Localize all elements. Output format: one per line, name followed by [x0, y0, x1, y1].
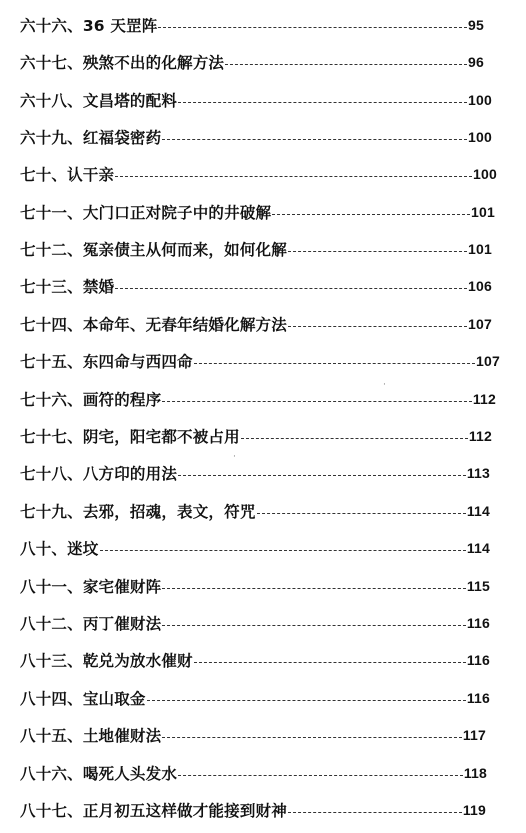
- page-number: 114: [466, 503, 490, 519]
- toc-entry: [20, 722, 486, 748]
- entry-title: 迷坟: [67, 540, 99, 558]
- page-number: 114: [466, 540, 490, 556]
- page-number: 116: [466, 615, 490, 631]
- toc-entry: [20, 610, 490, 636]
- scan-speck: ·: [383, 380, 386, 390]
- dotted-leader: [115, 288, 467, 289]
- entry-title: 喝死人头发水: [82, 765, 178, 783]
- entry-number: 七十五、: [20, 353, 83, 371]
- toc-entry: [20, 161, 497, 187]
- dotted-leader: [115, 176, 472, 177]
- dotted-leader: [147, 700, 466, 701]
- toc-entry: [20, 760, 487, 786]
- dotted-leader: [272, 214, 470, 215]
- page-number: 107: [476, 353, 500, 369]
- dotted-leader: [178, 102, 467, 103]
- toc-entry: [20, 199, 495, 225]
- entry-title: 宝山取金: [82, 690, 146, 708]
- dotted-leader: [288, 812, 462, 813]
- toc-entry: [20, 498, 490, 524]
- dotted-leader: [162, 588, 465, 589]
- entry-number: 六十六、: [20, 17, 83, 35]
- entry-title: 画符的程序: [82, 391, 162, 409]
- entry-number: 八十三、: [20, 652, 83, 670]
- page-number: 101: [468, 241, 492, 257]
- toc-entry: [20, 12, 484, 38]
- page-number: 106: [468, 278, 492, 294]
- entry-title: 36 天罡阵: [82, 17, 158, 35]
- dotted-leader: [288, 326, 467, 327]
- entry-title: 家宅催财阵: [82, 578, 162, 596]
- page-number: 112: [472, 391, 496, 407]
- toc-entry: [20, 423, 492, 449]
- entry-number: 八十、: [20, 540, 68, 558]
- entry-number: 七十四、: [20, 316, 83, 334]
- dotted-leader: [162, 737, 461, 738]
- toc-entry: [20, 49, 484, 75]
- page-number: 112: [468, 428, 492, 444]
- entry-number: 七十二、: [20, 241, 83, 259]
- entry-number: 八十六、: [20, 765, 83, 783]
- entry-number: 七十一、: [20, 204, 83, 222]
- toc-entry: [20, 573, 490, 599]
- toc-entry: [20, 685, 490, 711]
- toc-entry: [20, 460, 490, 486]
- dotted-leader: [162, 139, 467, 140]
- page-number: 116: [466, 690, 490, 706]
- entry-title: 本命年、无春年结婚化解方法: [82, 316, 287, 334]
- dotted-leader: [241, 438, 468, 439]
- page-number: 119: [462, 802, 486, 818]
- entry-number: 七十三、: [20, 278, 83, 296]
- page-number: 117: [462, 727, 486, 743]
- entry-title: 殃煞不出的化解方法: [82, 54, 225, 72]
- entry-number: 七十八、: [20, 465, 83, 483]
- entry-number: 六十八、: [20, 92, 83, 110]
- toc-entry: [20, 273, 492, 299]
- dotted-leader: [100, 550, 466, 551]
- entry-number: 六十九、: [20, 129, 83, 147]
- toc-entry: [20, 348, 500, 374]
- entry-number: 八十七、: [20, 802, 83, 820]
- toc-entry: [20, 311, 492, 337]
- entry-number: 七十九、: [20, 503, 83, 521]
- entry-title: 红福袋密药: [82, 129, 162, 147]
- entry-number: 八十二、: [20, 615, 83, 633]
- toc-entry: [20, 124, 492, 150]
- dotted-leader: [178, 475, 466, 476]
- dotted-leader: [162, 625, 465, 626]
- dotted-leader: [257, 513, 466, 514]
- entry-title: 土地催财法: [82, 727, 162, 745]
- page-number: 100: [468, 129, 492, 145]
- dotted-leader: [178, 775, 463, 776]
- entry-number: 八十一、: [20, 578, 83, 596]
- toc-entry: [20, 535, 490, 561]
- page-number: 95: [468, 17, 484, 33]
- toc-entry: [20, 647, 490, 673]
- page-number: 107: [468, 316, 492, 332]
- page-number: 100: [473, 166, 497, 182]
- page-number: 101: [471, 204, 495, 220]
- page-number: 96: [468, 54, 484, 70]
- dotted-leader: [194, 662, 466, 663]
- entry-title: 丙丁催财法: [82, 615, 162, 633]
- entry-number: 八十四、: [20, 690, 83, 708]
- toc-entry: [20, 87, 492, 113]
- entry-number: 七十六、: [20, 391, 83, 409]
- page-number: 113: [466, 465, 490, 481]
- dotted-leader: [288, 251, 467, 252]
- entry-title: 文昌塔的配料: [82, 92, 178, 110]
- entry-number: 八十五、: [20, 727, 83, 745]
- page-number: 100: [468, 92, 492, 108]
- toc-entry: [20, 236, 492, 262]
- entry-title: 东四命与西四命: [82, 353, 193, 371]
- scan-speck: ·: [233, 452, 236, 462]
- dotted-leader: [158, 27, 467, 28]
- dotted-leader: [162, 401, 471, 402]
- entry-number: 六十七、: [20, 54, 83, 72]
- entry-title: 大门口正对院子中的井破解: [82, 204, 272, 222]
- entry-title: 禁婚: [82, 278, 115, 296]
- entry-number: 七十、: [20, 166, 68, 184]
- entry-title: 冤亲债主从何而来，如何化解: [82, 241, 287, 259]
- dotted-leader: [194, 363, 475, 364]
- page-number: 116: [466, 652, 490, 668]
- entry-title: 认干亲: [67, 166, 115, 184]
- page-number: 118: [463, 765, 487, 781]
- entry-title: 八方印的用法: [82, 465, 178, 483]
- toc-entry: [20, 386, 496, 412]
- page-number: 115: [466, 578, 490, 594]
- entry-title: 去邪，招魂，表文，符咒: [82, 503, 256, 521]
- toc-entry: [20, 797, 486, 823]
- entry-title: 乾兑为放水催财: [82, 652, 193, 670]
- entry-title: 阴宅，阳宅都不被占用: [82, 428, 240, 446]
- entry-title: 正月初五这样做才能接到财神: [82, 802, 287, 820]
- dotted-leader: [225, 64, 467, 65]
- entry-number: 七十七、: [20, 428, 83, 446]
